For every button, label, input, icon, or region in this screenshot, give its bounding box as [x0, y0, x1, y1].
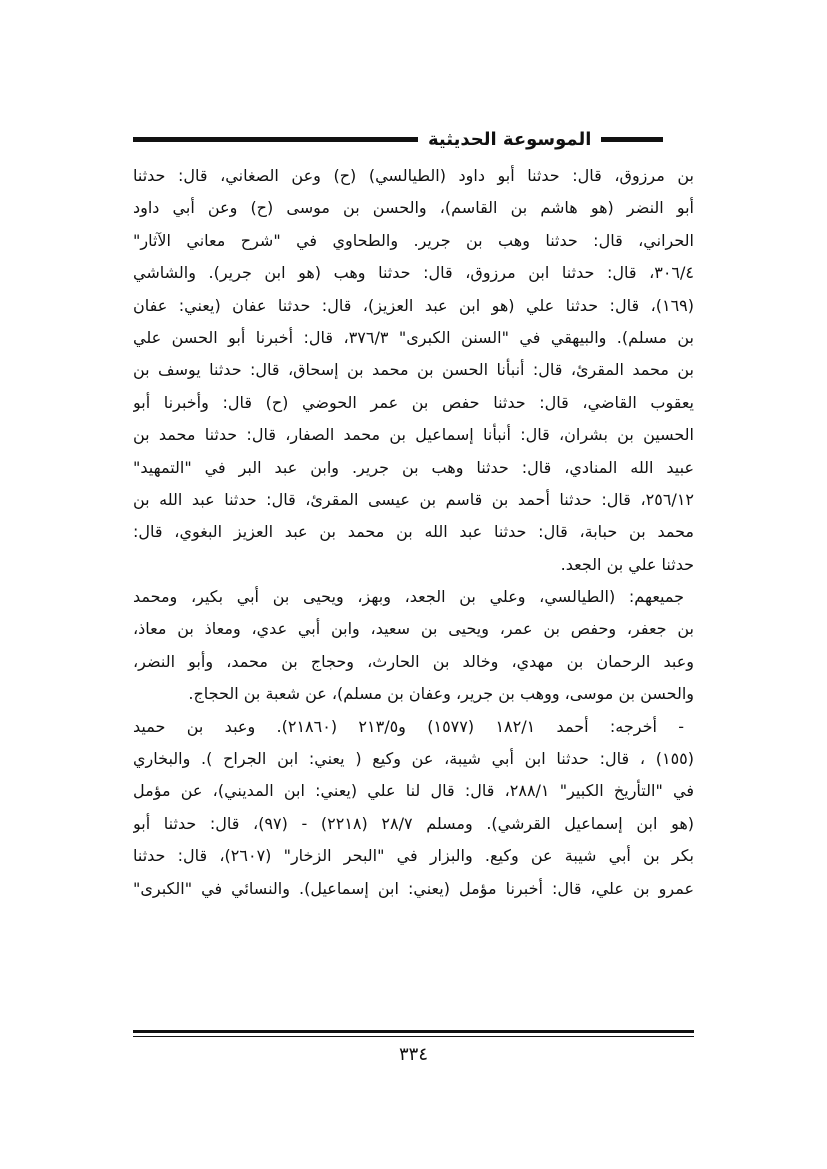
- text-line: (هو ابن إسماعيل القرشي). ومسلم ٢٨/٧ (٢٢١٨) - (٩٧)، قال: حدثنا أبو: [133, 813, 694, 833]
- text-line: عبيد الله المنادي، قال: حدثنا وهب بن جرير. وابن عبد البر في "التمهيد": [133, 457, 694, 477]
- paragraph-2: [133, 581, 694, 711]
- page-number: ٣٣٤: [398, 1044, 428, 1065]
- footer-rule-thick: [133, 1030, 694, 1033]
- text-line: يعقوب القاضي، قال: حدثنا حفص بن عمر الحوضي (ح) قال: وأخبرنا أبو: [133, 392, 694, 412]
- paragraph-3: [133, 711, 694, 905]
- text-line: أبو النضر (هو هاشم بن القاسم)، والحسن بن موسى (ح) وعن أبي داود: [133, 198, 694, 218]
- text-line: (١٥٥) ، قال: حدثنا ابن أبي شيبة، عن وكيع ( يعني: ابن الجراح ). والبخاري: [133, 749, 694, 769]
- page-title: الموسوعة الحديثية: [428, 128, 592, 150]
- page-body: [133, 160, 694, 905]
- text-line: بن جعفر، وحفص بن عمر، ويحيى بن سعيد، وابن أبي عدي، ومعاذ بن معاذ،: [133, 619, 694, 639]
- running-header: [133, 126, 694, 152]
- text-line: ٣٠٦/٤، قال: حدثنا ابن مرزوق، قال: حدثنا وهب (هو ابن جرير). والشاشي: [133, 263, 694, 283]
- text-line: (١٦٩)، قال: حدثنا علي (هو ابن عبد العزيز)، قال: حدثنا عفان (يعني: عفان: [133, 295, 694, 315]
- text-line: محمد بن حبابة، قال: حدثنا عبد الله بن محمد بن عبد العزيز البغوي، قال:: [133, 522, 694, 542]
- header-rule-right: [601, 137, 663, 142]
- text-line: - أخرجه: أحمد ١٨٢/١ (١٥٧٧) و٢١٣/٥ (٢١٨٦٠). وعبد بن حميد: [133, 716, 685, 736]
- footer-rule-thin: [133, 1036, 694, 1037]
- paragraph-1: [133, 160, 694, 581]
- text-line: الحراني، قال: حدثنا وهب بن جرير. والطحاوي في "شرح معاني الآثار": [133, 230, 694, 250]
- text-line: حدثنا علي بن الجعد.: [560, 554, 694, 574]
- text-line: الحسين بن بشران، قال: أنبأنا إسماعيل بن محمد الصفار، قال: حدثنا محمد بن: [133, 425, 694, 445]
- text-line: في "التأريخ الكبير" ٢٨٨/١، قال: قال لنا علي (يعني: ابن المديني)، عن مؤمل: [133, 781, 694, 801]
- text-line: وعبد الرحمان بن مهدي، وخالد بن الحارث، وحجاج بن محمد، وأبو النضر،: [133, 651, 694, 671]
- text-line: والحسن بن موسى، ووهب بن جرير، وعفان بن مسلم)، عن شعبة بن الحجاج.: [188, 684, 694, 704]
- text-line: بن محمد المقرئ، قال: أنبأنا الحسن بن محمد بن إسحاق، قال: حدثنا يوسف بن: [133, 360, 694, 380]
- text-line: جميعهم: (الطيالسي، وعلي بن الجعد، وبهز، ويحيى بن أبي بكير، ومحمد: [133, 587, 684, 607]
- text-line: بكر بن أبي شيبة عن وكيع. والبزار في "البحر الزخار" (٢٦٠٧)، قال: حدثنا: [133, 846, 694, 866]
- text-line: ٢٥٦/١٢، قال: حدثنا أحمد بن قاسم بن عيسى المقرئ، قال: حدثنا عبد الله بن: [133, 489, 694, 509]
- text-line: بن مسلم). والبيهقي في "السنن الكبرى" ٣٧٦/٣، قال: أخبرنا أبو الحسن علي: [133, 327, 694, 347]
- text-line: عمرو بن علي، قال: أخبرنا مؤمل (يعني: ابن إسماعيل). والنسائي في "الكبرى": [133, 878, 694, 898]
- text-line: بن مرزوق، قال: حدثنا أبو داود (الطيالسي) (ح) وعن الصغاني، قال: حدثنا: [133, 166, 694, 185]
- header-rule-left: [133, 137, 418, 142]
